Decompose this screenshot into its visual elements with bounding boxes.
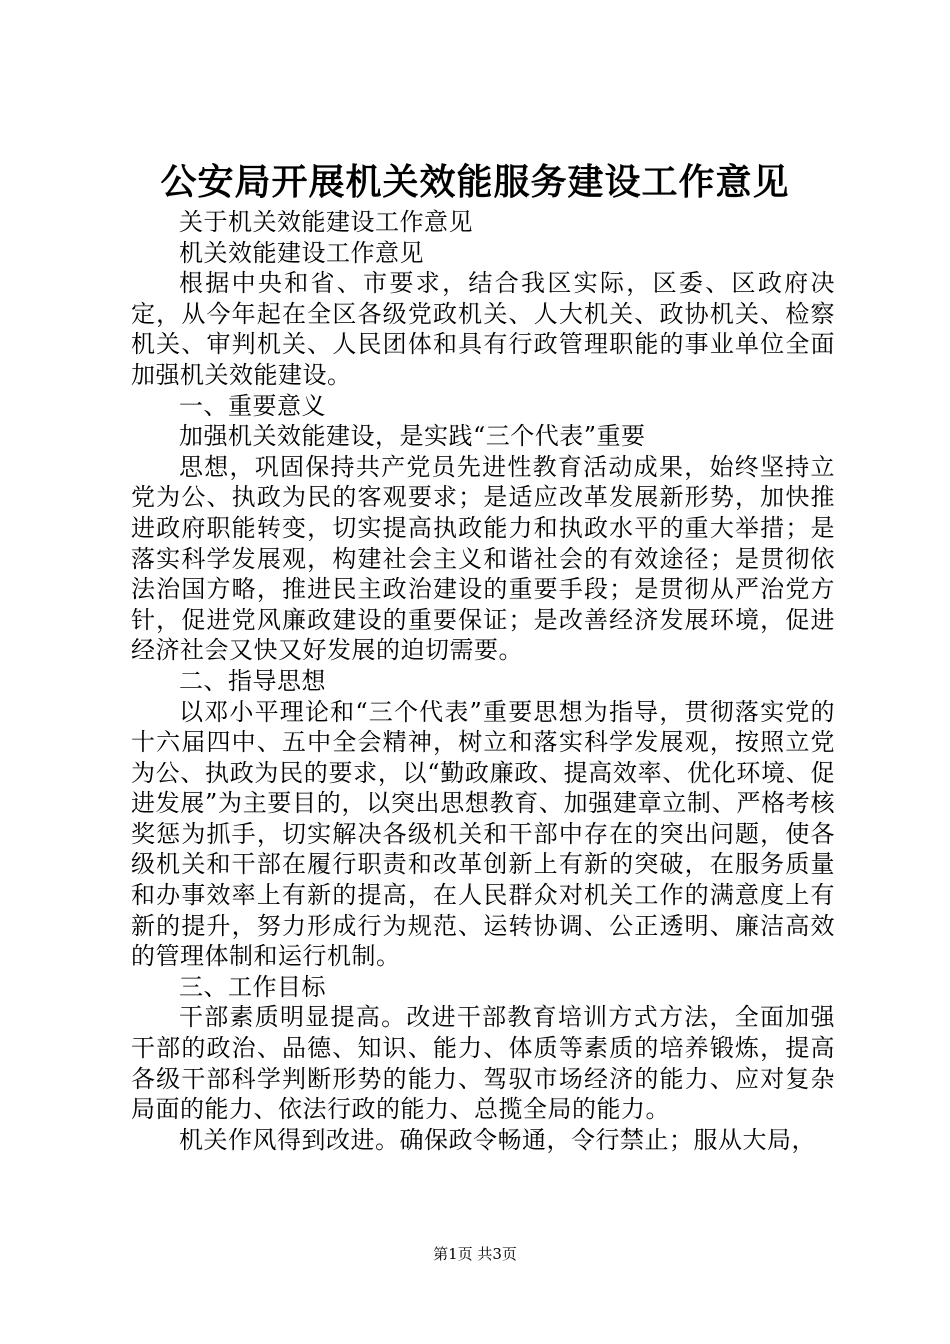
document-body — [131, 207, 835, 1155]
document-title: 公安局开展机关效能服务建设工作意见 — [160, 161, 790, 203]
section-heading-goals: 三、工作目标 — [179, 972, 326, 1001]
subtitle-1: 关于机关效能建设工作意见 — [179, 208, 473, 236]
paragraph-goal-cadre-quality: 干部素质明显提高。改进干部教育培训方式方法，全面加强干部的政治、品德、知识、能力、体质等素质的培养锻炼，提高各级干部科学判断形势的能力、驾驭市场经济的能力、应对复杂局面的能力、依法行政的能力、总揽全局的能力。 — [131, 1003, 835, 1124]
paragraph-significance-lead: 加强机关效能建设，是实践“三个代表”重要 — [179, 422, 646, 451]
subtitle-2: 机关效能建设工作意见 — [179, 238, 424, 267]
paragraph-intro: 根据中央和省、市要求，结合我区实际，区委、区政府决定，从今年起在全区各级党政机关、人大机关、政协机关、检察机关、审判机关、人民团体和具有行政管理职能的事业单位全面加强机关效能建设。 — [131, 269, 835, 389]
page-footer: 第1页 共3页 — [433, 1245, 517, 1263]
paragraph-significance-body: 思想，巩固保持共产党员先进性教育活动成果，始终坚持立党为公、执政为民的客观要求；是适应改革发展新形势，加快推进政府职能转变，切实提高执政能力和执政水平的重大举措；是落实科学发展观，构建社会主义和谐社会的有效途径；是贯彻依法治国方略，推进民主政治建设的重要手段；是贯彻从严治党方针，促进党风廉政建设的重要保证；是改善经济发展环境，促进经济社会又快又好发展的迫切需要。 — [131, 452, 835, 665]
paragraph-guiding-thought: 以邓小平理论和“三个代表”重要思想为指导，贯彻落实党的十六届四中、五中全会精神，树立和落实科学发展观，按照立党为公、执政为民的要求，以“勤政廉政、提高效率、优化环境、促进发展”为主要目的，以突出思想教育、加强建章立制、严格考核奖惩为抓手，切实解决各级机关和干部中存在的突出问题，使各级机关和干部在履行职责和改革创新上有新的突破，在服务质量和办事效率上有新的提高，在人民群众对机关工作的满意度上有新的提升，努力形成行为规范、运转协调、公正透明、廉洁高效的管理体制和运行机制。 — [131, 697, 835, 971]
paragraph-goal-work-style: 机关作风得到改进。确保政令畅通，令行禁止；服从大局， — [179, 1125, 816, 1154]
section-heading-significance: 一、重要意义 — [179, 391, 326, 420]
section-heading-guiding-thought: 二、指导思想 — [179, 666, 326, 695]
